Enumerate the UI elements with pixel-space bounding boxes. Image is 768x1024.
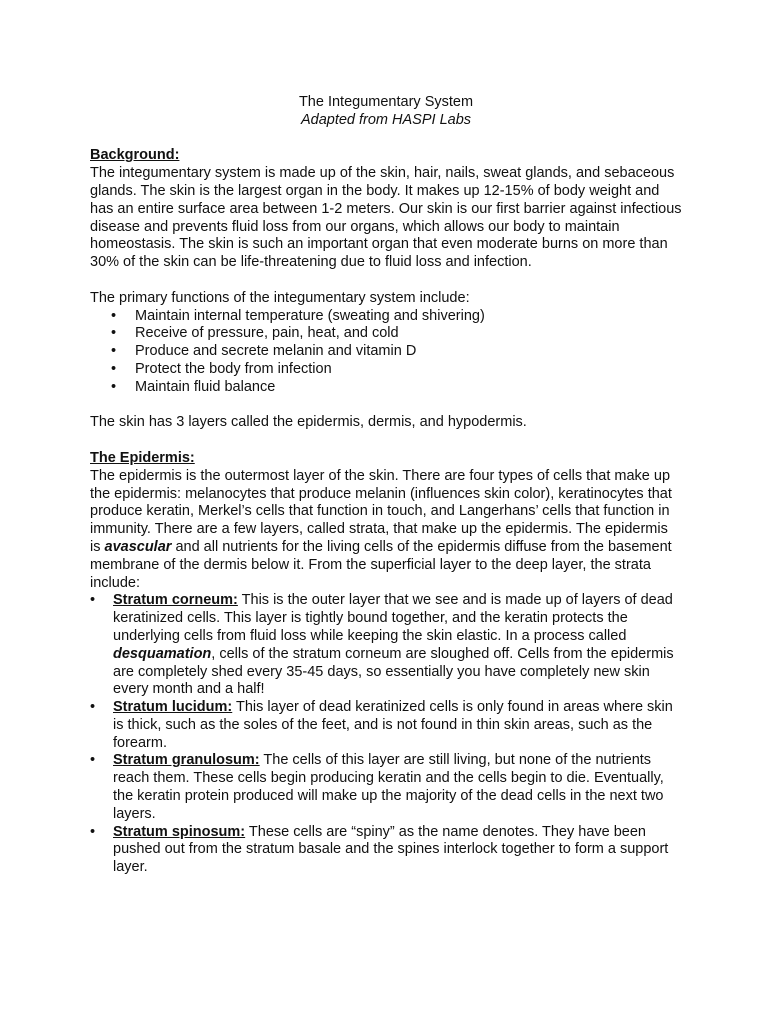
epidermis-intro-part2: and all nutrients for the living cells of the epidermis diffuse from the basement membrane of the dermis below it. From the superficial layer to the deep layer, the strata include: [90,538,672,591]
document-subtitle: Adapted from HASPI Labs [300,111,472,128]
layers-sentence: The skin has 3 layers called the epidermis, dermis, and hypodermis. [90,414,527,431]
epidermis-intro [90,468,682,593]
background-paragraph: The integumentary system is made up of the skin, hair, nails, sweat glands, and sebaceous glands. The skin is the largest organ in the body. It makes up 12-15% of body weight and has an entire surface area between 1-2 meters. Our skin is our first barrier against infectious disease and prevents fluid loss from our organs, which allows our body to maintain homeostasis. The skin is such an important organ that even moderate burns on more than 30% of the skin can be life-threatening due to fluid loss and infection. [90,165,682,271]
strata-list [90,592,682,877]
document-title: The Integumentary System [298,94,474,110]
list-item: • Produce and secrete melanin and vitamin D [90,343,682,361]
epidermis-intro-part1: The epidermis is the outermost layer of the skin. There are four types of cells that make up the epidermis: melanocytes that produce melanin (influences skin color), keratinocytes that produce keratin, Merkel’s cells that function in touch, and Langerhans’ cells that function in immunity. There are a few layers, called strata, that make up the epidermis. The epidermis is [90,467,672,555]
stratum-lucidum-item [90,699,682,752]
stratum-text-after: , cells of the stratum corneum are sloughed off. Cells from the epidermis are completely shed every 35-45 days, so essentially you have completely new skin every month and a half! [113,645,674,698]
document-page [90,94,682,877]
list-item: • Receive of pressure, pain, heat, and cold [90,325,682,343]
stratum-text: The cells of this layer are still living, but none of the nutrients reach them. These cells begin producing keratin and the cells begin to die. Eventually, the keratin protein produced will make up the majority of the dead cells in the next two layers. [113,752,664,822]
functions-list [90,308,682,397]
list-item: • Maintain fluid balance [90,379,682,397]
list-item: • Maintain internal temperature (sweating and shivering) [90,308,682,326]
title-block [90,94,682,130]
functions-intro: The primary functions of the integumentary system include: [90,289,470,306]
stratum-text: These cells are “spiny” as the name denotes. They have been pushed out from the stratum basale and the spines interlock together to form a support layer. [113,823,669,876]
stratum-name: Stratum granulosum: [113,752,260,769]
stratum-granulosum-item [90,752,682,823]
stratum-corneum-item [90,592,682,699]
stratum-name: Stratum lucidum: [113,699,233,716]
background-heading: Background: [90,147,180,164]
list-item: • Protect the body from infection [90,361,682,379]
stratum-name: Stratum corneum: [113,592,238,609]
stratum-spinosum-item [90,824,682,877]
stratum-name: Stratum spinosum: [113,823,246,840]
epidermis-heading: The Epidermis: [90,449,195,466]
stratum-text: This is the outer layer that we see and is made up of layers of dead keratinized cells. This layer is tightly bound together, and the keratin protects the underlying cells from fluid loss while keeping the skin elastic. In a process called [113,592,673,644]
stratum-text: This layer of dead keratinized cells is only found in areas where skin is thick, such as the soles of the feet, and is not found in thin skin areas, such as the forearm. [113,699,673,751]
avascular-term: avascular [104,538,172,555]
desquamation-term: desquamation [113,645,212,662]
